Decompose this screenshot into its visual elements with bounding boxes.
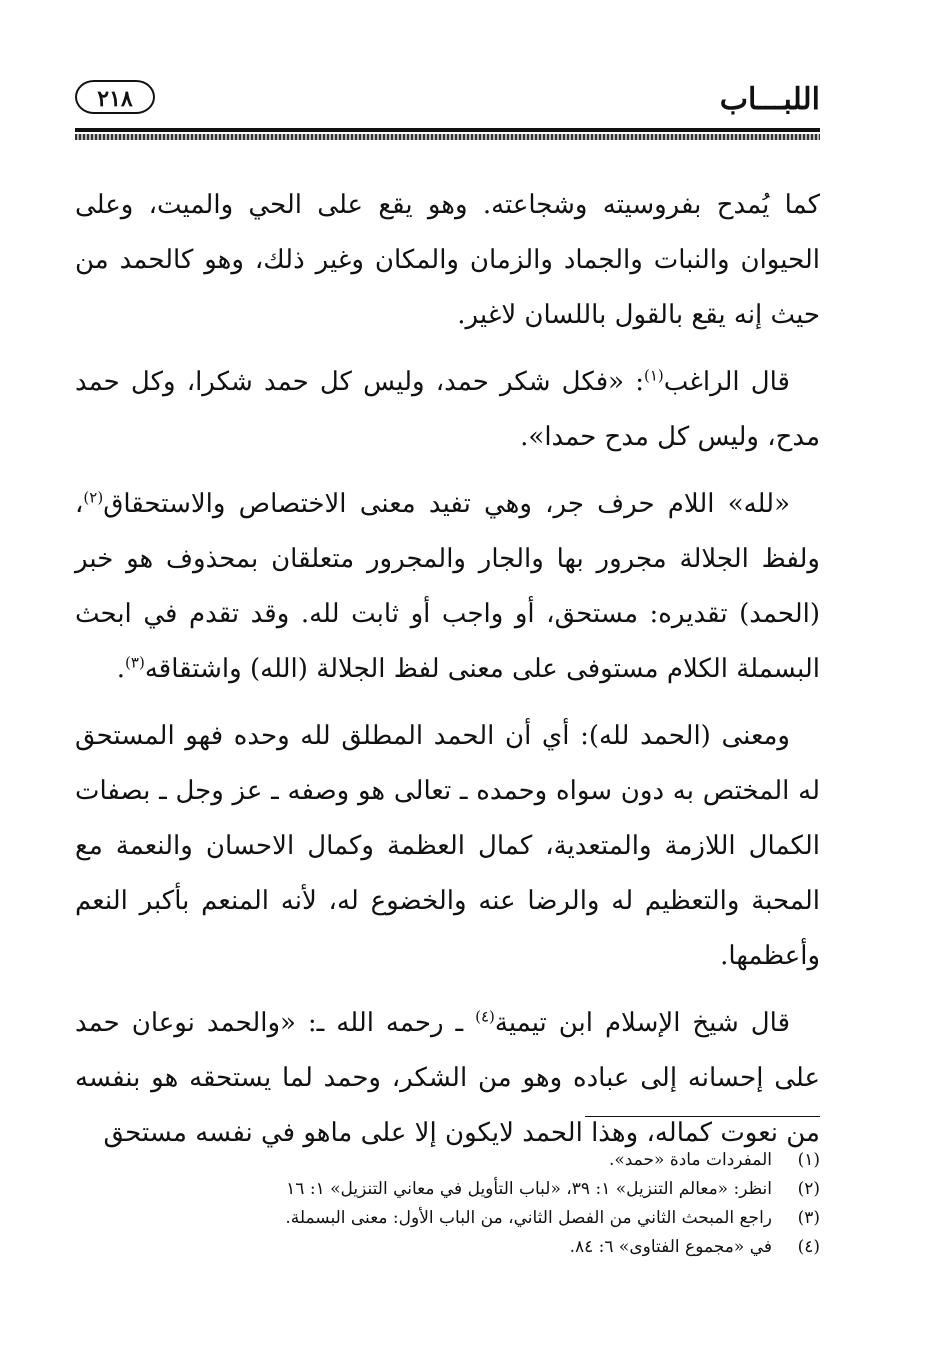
header-rule-hatched	[75, 134, 820, 140]
footnote-separator	[585, 1116, 820, 1117]
paragraph-text: قال الراغب	[663, 367, 790, 397]
footnote-text: راجع المبحث الثاني من الفصل الثاني، من الباب الأول: معنى البسملة.	[285, 1208, 772, 1228]
footnote-3	[75, 1204, 820, 1233]
footnote-ref-4: (٤)	[475, 1007, 495, 1026]
paragraph-1	[75, 178, 820, 343]
paragraph-5	[75, 996, 820, 1161]
paragraph-4	[75, 709, 820, 984]
paragraph-3	[75, 477, 820, 697]
paragraph-text: .	[116, 654, 126, 684]
page-header	[75, 78, 820, 124]
paragraph-text: : «فكل شكر حمد، وليس كل حمد شكرا، وكل حمد مدح، وليس كل مدح حمدا».	[75, 367, 820, 452]
paragraph-text: ومعنى (الحمد لله): أي أن الحمد المطلق لله وحده فهو المستحق له المختص به دون سواه وحمده ـ تعالى هو وصفه ـ عز وجل ـ بصفات الكمال اللازمة والمتعدية، كمال العظمة وكمال الاحسان والنعمة مع المحبة والتعظيم له والرضا عنه والخضوع له، لأنه المنعم بأكبر النعم وأعظمها.	[75, 721, 820, 971]
footnote-1	[75, 1146, 820, 1175]
footnote-number: (٣)	[797, 1208, 820, 1228]
footnote-number: (١)	[797, 1150, 820, 1170]
paragraph-text: ، ولفظ الجلالة مجرور بها والجار والمجرور متعلقان بمحذوف هو خبر (الحمد) تقديره: مستحق، أو واجب أو ثابت لله. وقد تقدم في ابحث البسملة الكلام مستوفى على معنى لفظ الجلالة (الله) واشتقاقه	[75, 489, 820, 684]
footnote-text: انظر: «معالم التنزيل» ١: ٣٩، «لباب التأويل في معاني التنزيل» ١: ١٦	[286, 1179, 772, 1199]
footnote-number: (٤)	[797, 1237, 820, 1257]
header-rule	[75, 128, 820, 132]
paragraph-text: قال شيخ الإسلام ابن تيمية	[494, 1008, 791, 1038]
page-number: ٢١٨	[75, 80, 155, 114]
footnotes	[75, 1146, 820, 1262]
paragraph-text: ـ رحمه الله ـ: «والحمد نوعان حمد على إحسانه إلى عباده وهو من الشكر، وحمد لما يستحقه هو بنفسه من نعوت كماله، وهذا الحمد لايكون إلا على ماهو في نفسه مستحق	[75, 1008, 820, 1148]
paragraph-text: كما يُمدح بفروسيته وشجاعته. وهو يقع على الحي والميت، وعلى الحيوان والنبات والجماد والزمان والمكان وغير ذلك، وهو كالحمد من حيث إنه يقع بالقول باللسان لاغير.	[75, 190, 820, 330]
paragraph-2	[75, 355, 820, 465]
footnote-2	[75, 1175, 820, 1204]
footnote-ref-2: (٢)	[83, 488, 104, 507]
footnote-text: المفردات مادة «حمد».	[608, 1150, 772, 1170]
footnote-ref-1: (١)	[643, 366, 664, 385]
paragraph-text: «لله» اللام حرف جر، وهي تفيد معنى الاختصاص والاستحقاق	[103, 489, 790, 519]
footnote-ref-3: (٣)	[125, 653, 145, 672]
footnote-number: (٢)	[797, 1179, 820, 1199]
running-title: اللبـــاب	[719, 82, 820, 117]
footnote-4	[75, 1233, 820, 1262]
footnote-text: في «مجموع الفتاوى» ٦: ٨٤.	[569, 1237, 772, 1257]
body-text	[75, 178, 820, 1173]
